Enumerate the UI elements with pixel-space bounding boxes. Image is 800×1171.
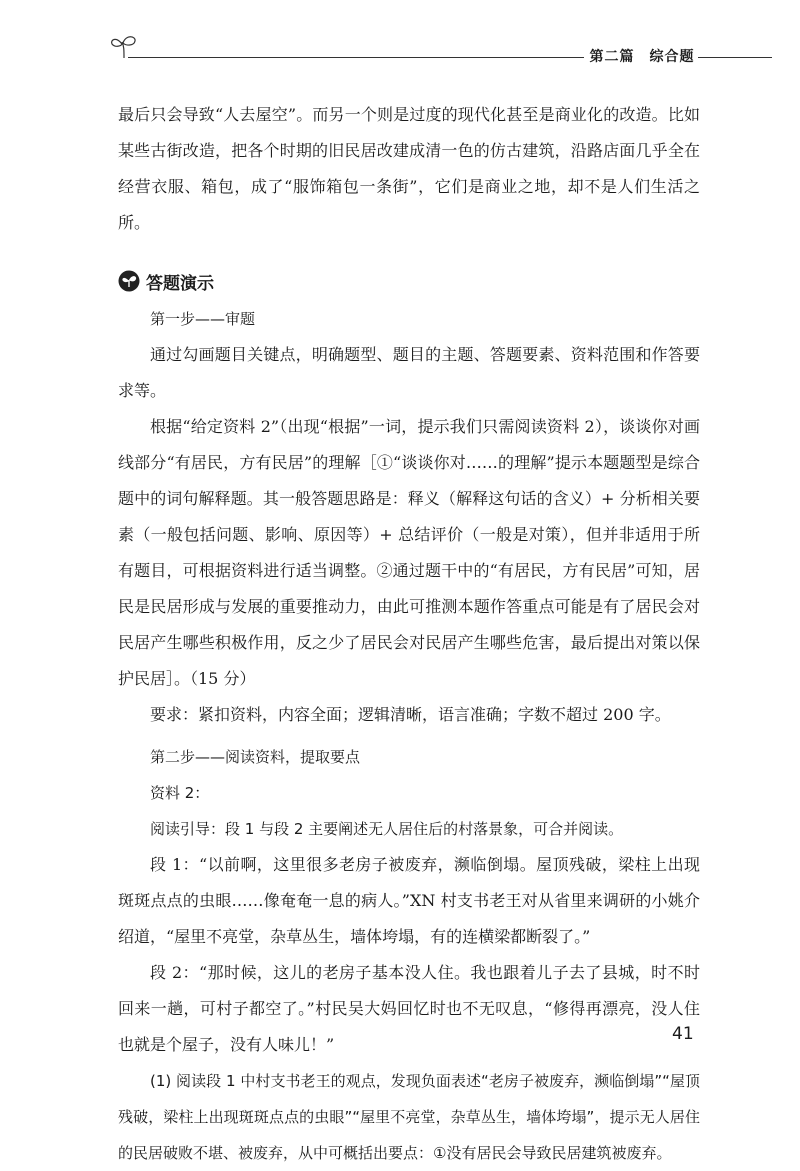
section-heading	[118, 261, 700, 301]
step2-title: 第二步——阅读资料，提取要点	[150, 748, 361, 766]
page-header	[108, 38, 772, 68]
material-label: 资料 2：	[150, 784, 210, 802]
reading-guide: 阅读引导：段 1 与段 2 主要阐述无人居住后的村落景象，可合并阅读。	[150, 820, 624, 838]
step1-question: 根据“给定资料 2”（出现“根据”一词，提示我们只需阅读资料 2），谈谈你对画线部分“有居民，方有民居”的理解［①“谈谈你对……的理解”提示本题题型是综合题中的词句解释题。其一般答题思路是：释义（解释这句话的含义）+ 分析相关要素（一般包括问题、影响、原因等）+ 总结评价（一般是对策），但并非适用于所有题目，可根据资料进行适当调整。②通过题干中的“有居民，方有民居”可知，居民是民居形成与发展的重要推动力，由此可推测本题作答重点可能是有了居民会对民居产生哪些积极作用，反之少了居民会对民居产生哪些危害，最后提出对策以保护民居］。（15 分）	[118, 417, 700, 688]
step1-title: 第一步——审题	[150, 310, 256, 328]
intro-paragraph: 最后只会导致“人去屋空”。而另一个则是过度的现代化甚至是商业化的改造。比如某些古街改造，把各个时期的旧民居改建成清一色的仿古建筑，沿路店面几乎全在经营衣服、箱包，成了“服饰箱包一条街”，它们是商业之地，却不是人们生活之所。	[118, 105, 700, 232]
header-rule-left	[128, 57, 584, 58]
section-title: 答题演示	[146, 273, 214, 294]
analysis-1: (1) 阅读段 1 中村支书老王的观点，发现负面表述“老房子被废弃，濒临倒塌”“屋顶残破，梁柱上出现斑斑点点的虫眼”“屋里不亮堂，杂草丛生，墙体垮塌”，提示无人居住的民居破败不堪、被废弃，从中可概括出要点：①没有居民会导致民居建筑被废弃。	[118, 1072, 700, 1162]
header-title: 第二篇 综合题	[589, 49, 695, 65]
page-body	[118, 97, 700, 1171]
paragraph-1: 段 1：“以前啊，这里很多老房子被废弃，濒临倒塌。屋顶残破，梁柱上出现斑斑点点的虫眼……像奄奄一息的病人。”XN 村支书老王对从省里来调研的小姚介绍道，“屋里不亮堂，杂草丛生，墙体垮塌，有的连横梁都断裂了。”	[118, 855, 700, 946]
paragraph-2: 段 2：“那时候，这儿的老房子基本没人住。我也跟着儿子去了县城，时不时回来一趟，可村子都空了。”村民吴大妈回忆时也不无叹息，“修得再漂亮，没人住也就是个屋子，没有人味儿！”	[118, 963, 700, 1054]
step1-instructions: 通过勾画题目关键点，明确题型、题目的主题、答题要素、资料范围和作答要求等。	[118, 345, 700, 400]
page-number: 41	[672, 1024, 694, 1044]
step1-requirements: 要求：紧扣资料，内容全面；逻辑清晰，语言准确；字数不超过 200 字。	[150, 705, 671, 724]
leaf-badge-icon	[118, 270, 140, 292]
header-rule-right	[698, 57, 772, 58]
